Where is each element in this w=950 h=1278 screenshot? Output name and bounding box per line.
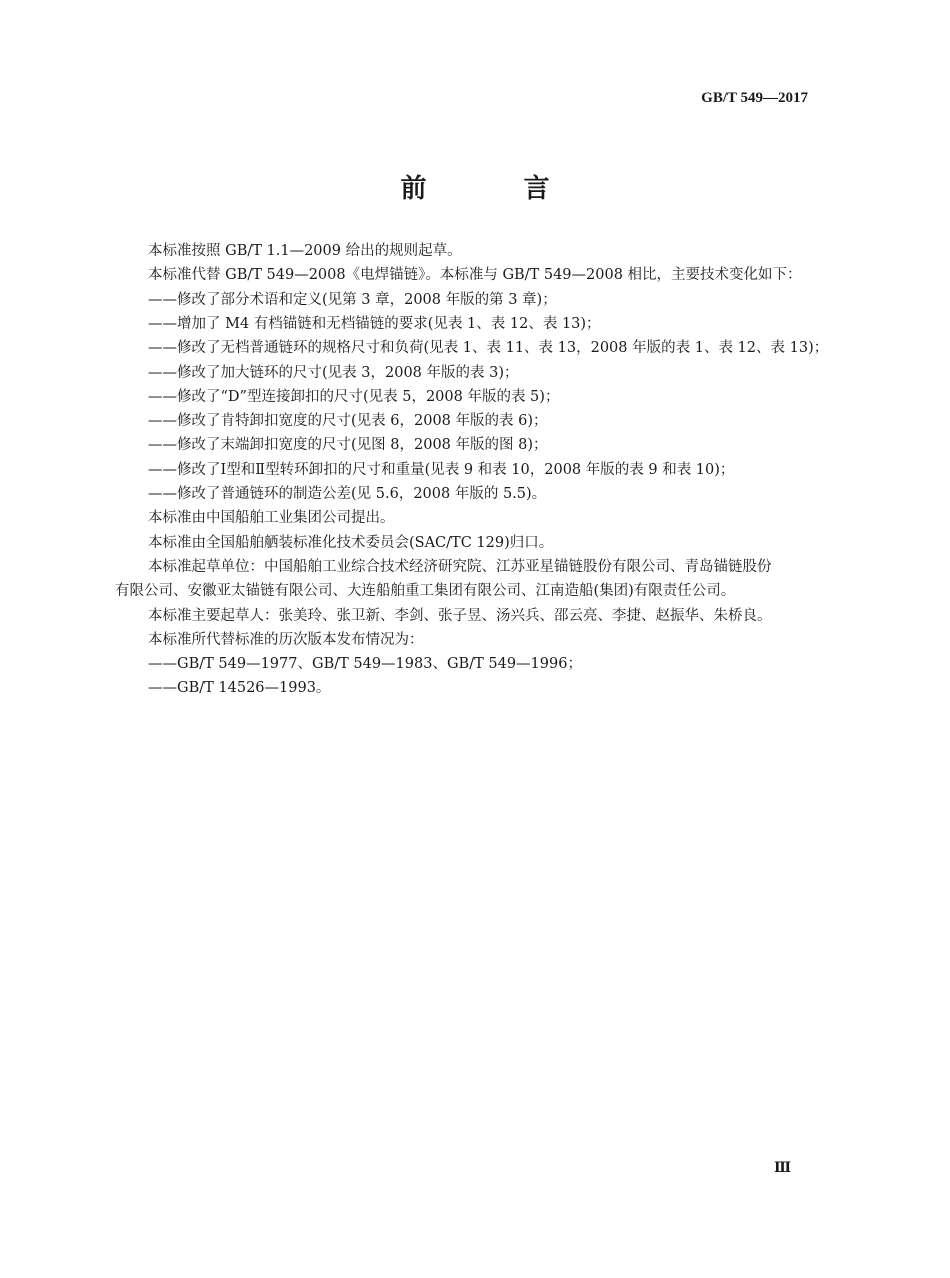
paragraph-line: ——修改了加大链环的尺寸(见表 3，2008 年版的表 3)； [148,364,519,381]
paragraph-line: ——修改了无档普通链环的规格尺寸和负荷(见表 1、表 11、表 13，2008 年版的表 1、表 12、表 13)； [148,340,829,357]
paragraph-line: 本标准所代替标准的历次版本发布情况为： [148,631,424,648]
paragraph-line: ——GB/T 549—1977、GB/T 549—1983、GB/T 549—1996； [148,656,582,673]
paragraph-line: 本标准由全国船舶舾装标准化技术委员会(SAC/TC 129)归口。 [148,534,554,551]
page-number: Ⅲ [774,1160,792,1176]
paragraph-line: ——GB/T 14526—1993。 [148,680,331,697]
paragraph-line: ——修改了普通链环的制造公差(见 5.6，2008 年版的 5.5)。 [148,486,547,502]
paragraph-line: 本标准由中国船舶工业集团公司提出。 [148,510,395,527]
page-title: 前 言 [400,174,594,204]
standard-number-header: GB/T 549—2017 [701,90,808,106]
paragraph-line: ——修改了末端卸扣宽度的尺寸(见图 8，2008 年版的图 8)； [148,437,548,454]
paragraph-line: 本标准代替 GB/T 549—2008《电焊锚链》。本标准与 GB/T 549—2008 相比，主要技术变化如下： [148,267,802,284]
paragraph-line: 有限公司、安徽亚太锚链有限公司、大连船舶重工集团有限公司、江南造船(集团)有限责任公司。 [115,583,736,600]
paragraph-line: ——修改了Ⅰ型和Ⅱ型转环卸扣的尺寸和重量(见表 9 和表 10，2008 年版的表 9 和表 10)； [148,461,735,478]
paragraph-line: ——修改了部分术语和定义(见第 3 章，2008 年版的第 3 章)； [148,291,557,308]
paragraph-line: ——增加了 M4 有档锚链和无档锚链的要求(见表 1、表 12、表 13)； [148,315,601,332]
paragraph-line: ——修改了肯特卸扣宽度的尺寸(见表 6，2008 年版的表 6)； [148,413,548,430]
paragraph-line: 本标准起草单位：中国船舶工业综合技术经济研究院、江苏亚星锚链股份有限公司、青岛锚链股份 [148,558,772,575]
paragraph-line: 本标准主要起草人：张美玲、张卫新、李剑、张子昱、汤兴兵、邵云亮、李捷、赵振华、朱桥良。 [148,607,772,624]
paragraph-line: ——修改了“D”型连接卸扣的尺寸(见表 5，2008 年版的表 5)； [148,388,560,405]
paragraph-line: 本标准按照 GB/T 1.1—2009 给出的规则起草。 [148,243,462,259]
